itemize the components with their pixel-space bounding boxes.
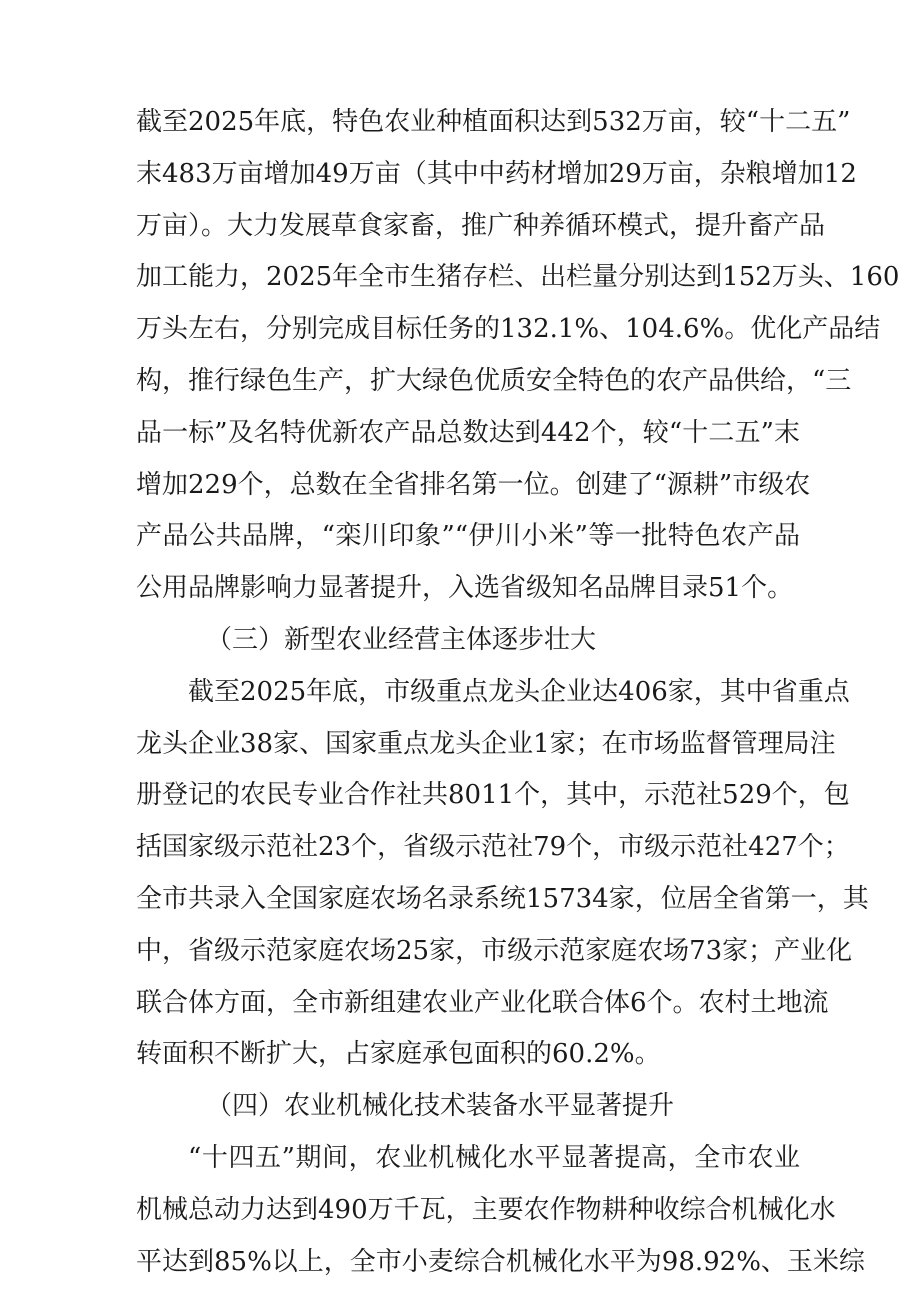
paragraph-line: 全市共录入全国家庭农场名录系统15734家，位居全省第一，其 [136,883,869,914]
paragraph-line: 平达到85%以上，全市小麦综合机械化水平为98.92%、玉米综 [136,1246,865,1277]
section-heading-4: （四）农业机械化技术装备水平显著提升 [206,1091,675,1122]
paragraph-line: 品一标”及名特优新农产品总数达到442个，较“十二五”末 [136,417,800,448]
paragraph-line: 末483万亩增加49万亩（其中中药材增加29万亩，杂粮增加12 [136,158,857,189]
paragraph-line: 括国家级示范社23个，省级示范社79个，市级示范社427个； [136,832,850,863]
paragraph-line: 中，省级示范家庭农场25家，市级示范家庭农场73家；产业化 [136,935,853,966]
paragraph-line: 册登记的农民专业合作社共8011个，其中，示范社529个，包 [136,780,850,811]
paragraph-line: 增加229个，总数在全省排名第一位。创建了“源耕”市级农 [136,469,811,500]
paragraph-line: 截至2025年底，市级重点龙头企业达406家，其中省重点 [188,676,850,707]
paragraph-mechanization [136,1133,865,1288]
paragraph-line: 联合体方面，全市新组建农业产业化联合体6个。农村土地流 [136,987,829,1018]
paragraph-line: 龙头企业38家、国家重点龙头企业1家；在市场监督管理局注 [136,728,836,759]
paragraph-line: 加工能力，2025年全市生猪存栏、出栏量分别达到152万头、160 [136,262,900,293]
paragraph-line: 产品公共品牌，“栾川印象”“伊川小米”等一批特色农产品 [136,521,800,552]
paragraph-crop-livestock [136,97,900,615]
section-heading-3: （三）新型农业经营主体逐步壮大 [206,624,597,655]
paragraph-line: 机械总动力达到490万千瓦，主要农作物耕种收综合机械化水 [136,1194,836,1225]
paragraph-line: “十四五”期间，农业机械化水平显著提高，全市农业 [188,1142,800,1173]
paragraph-line: 截至2025年底，特色农业种植面积达到532万亩，较“十二五” [136,107,851,137]
paragraph-line: 万亩）。大力发展草食家畜，推广种养循环模式，提升畜产品 [136,210,826,241]
paragraph-line: 万头左右，分别完成目标任务的132.1%、104.6%。优化产品结 [136,314,881,345]
paragraph-line: 转面积不断扩大，占家庭承包面积的60.2%。 [136,1039,661,1070]
paragraph-line: 构，推行绿色生产，扩大绿色优质安全特色的农产品供给，“三 [136,365,852,396]
paragraph-business-entities [136,667,869,1081]
document-body [136,97,900,1288]
paragraph-line: 公用品牌影响力显著提升，入选省级知名品牌目录51个。 [136,573,794,604]
